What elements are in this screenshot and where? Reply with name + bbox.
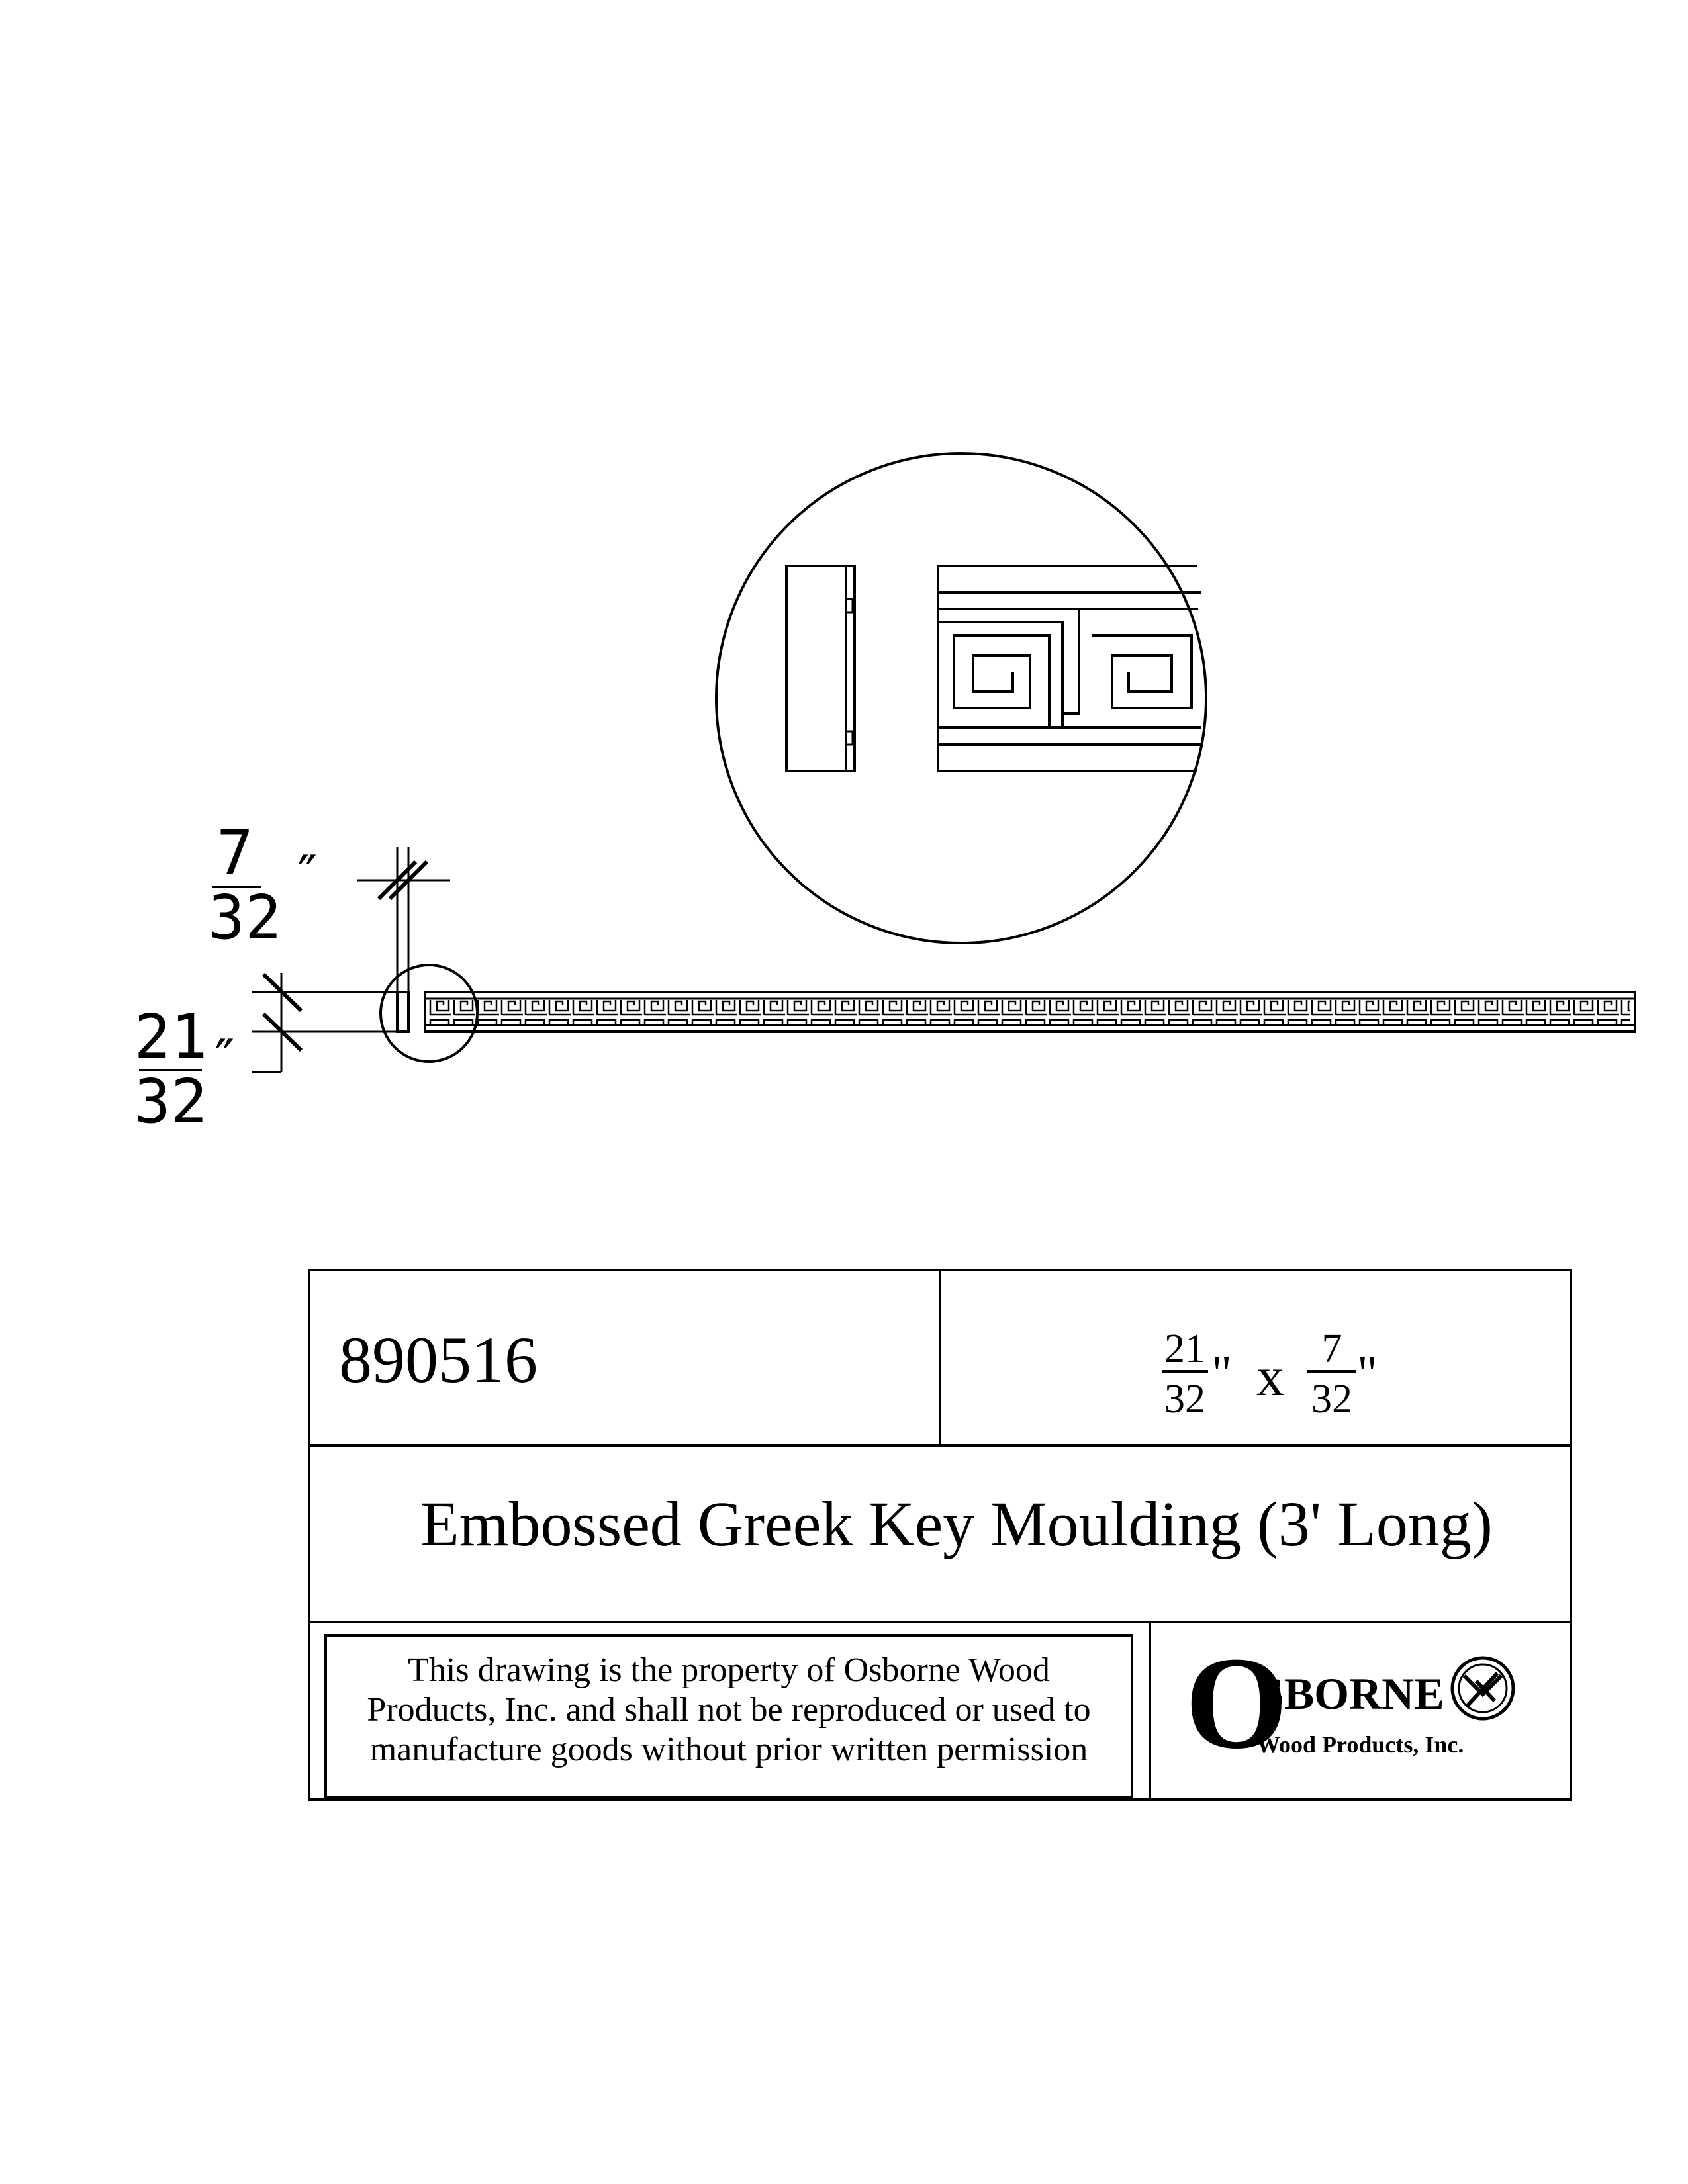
size-width-unit: " [1211, 1345, 1233, 1401]
notice-line-1: This drawing is the property of Osborne Wood [408, 1651, 1050, 1689]
logo-tagline: Wood Products, Inc. [1256, 1731, 1464, 1758]
part-description: Embossed Greek Key Moulding (3' Long) [420, 1488, 1493, 1559]
detail-end-profile [786, 566, 855, 771]
size-width-denominator: 32 [1164, 1377, 1205, 1422]
size-thick-denominator: 32 [1311, 1377, 1352, 1422]
size-label [1162, 1326, 1378, 1422]
thickness-numerator: 7 [216, 817, 254, 888]
size-separator: x [1256, 1346, 1284, 1408]
detail-greek-key-face [938, 566, 1201, 771]
size-width-numerator: 21 [1164, 1326, 1205, 1371]
size-thick-numerator: 7 [1321, 1326, 1342, 1371]
width-dimension-label [134, 1001, 241, 1137]
width-denominator: 32 [134, 1066, 208, 1137]
size-thick-unit: " [1357, 1345, 1378, 1401]
detail-circle [716, 453, 1206, 943]
logo-initial: O [1185, 1630, 1288, 1776]
detail-view [716, 453, 1206, 943]
part-number: 890516 [339, 1323, 538, 1396]
moulding-strip [425, 992, 1635, 1032]
notice-line-2: Products, Inc. and shall not be reproduced or used to [367, 1691, 1091, 1729]
title-block [309, 1270, 1571, 1799]
osborne-logo [1185, 1630, 1513, 1776]
width-numerator: 21 [134, 1001, 208, 1072]
section-profile [397, 992, 408, 1032]
greek-key-pattern [429, 1000, 1630, 1024]
hammer-logo-icon [1452, 1658, 1513, 1719]
width-unit: ″ [209, 1028, 241, 1090]
thickness-denominator: 32 [208, 882, 282, 953]
thickness-unit: ″ [291, 844, 324, 906]
thickness-dimension-label [209, 817, 324, 953]
logo-name: SBORNE [1259, 1668, 1444, 1719]
section-view [134, 817, 477, 1137]
notice-line-3: manufacture goods without prior written permission [369, 1731, 1088, 1768]
